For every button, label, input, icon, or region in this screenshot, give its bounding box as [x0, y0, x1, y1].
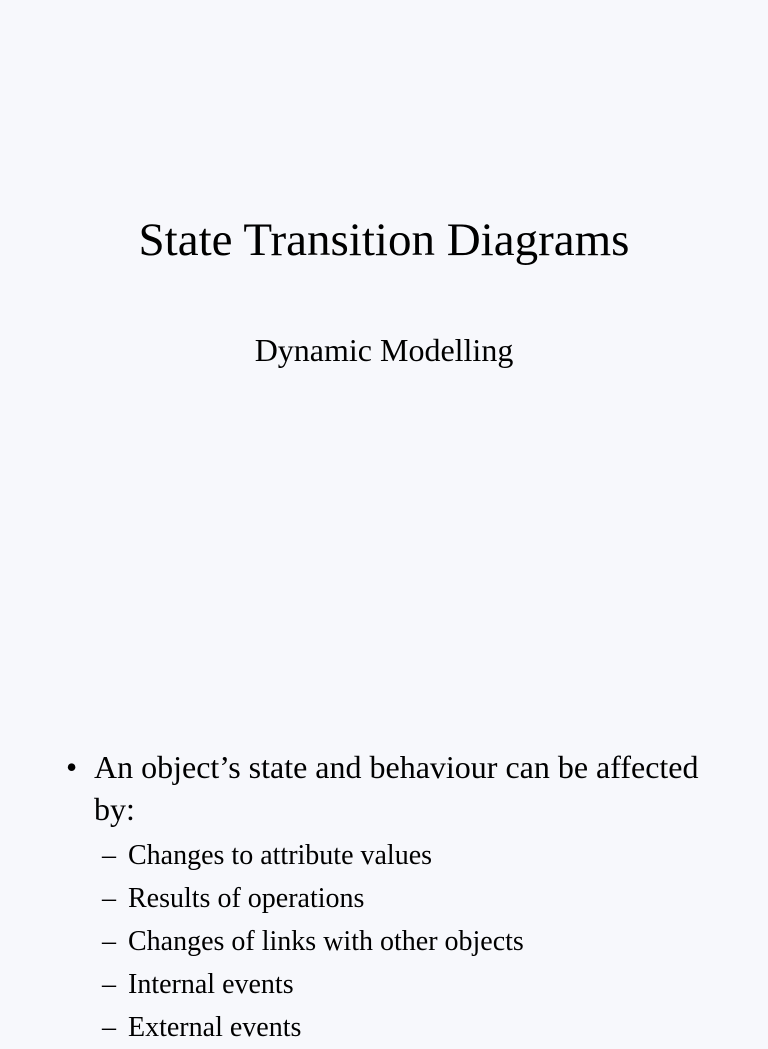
sub-bullet-text: Results of operations — [128, 883, 365, 914]
bullet-item — [66, 746, 726, 1049]
sub-bullet-item — [102, 1006, 726, 1049]
content-slide — [0, 690, 768, 1043]
slide-title: State Transition Diagrams — [138, 214, 630, 266]
dash-icon: – — [102, 926, 116, 957]
sub-bullet-item — [102, 834, 726, 877]
sub-bullet-text: Changes of links with other objects — [128, 926, 524, 957]
sub-bullet-text: Internal events — [128, 969, 294, 1000]
bullet-text: An object’s state and behaviour can be affected by: — [94, 749, 699, 827]
sub-bullet-list — [102, 834, 726, 1049]
bullet-dot-icon: • — [66, 749, 78, 785]
bullet-list — [66, 746, 726, 1049]
dash-icon: – — [102, 969, 116, 1000]
sub-bullet-item — [102, 920, 726, 963]
sub-bullet-item — [102, 877, 726, 920]
sub-bullet-item — [102, 963, 726, 1006]
dash-icon: – — [102, 840, 116, 871]
dash-icon: – — [102, 1012, 116, 1043]
sub-bullet-text: Changes to attribute values — [128, 840, 433, 871]
sub-bullet-text: External events — [128, 1012, 302, 1043]
slide-subtitle: Dynamic Modelling — [254, 332, 514, 368]
dash-icon: – — [102, 883, 116, 914]
